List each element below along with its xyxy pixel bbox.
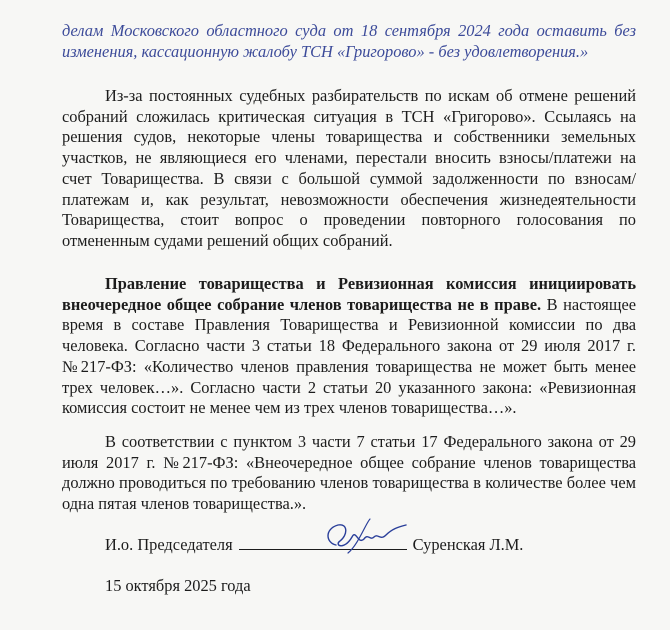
signer-role: И.о. Председателя [105, 535, 233, 554]
quoted-court-ruling: делам Московского областного суда от 18 сентября 2024 года оставить без изменения, кассационную жалобу ТСН «Григорово» - без удовлетворения.» [62, 21, 636, 61]
paragraph-board-composition [62, 274, 636, 419]
paragraph-bold-lead: Правление товарищества и Ревизионная комиссия инициировать внеочередное общее собрание членов товарищества не в праве. [62, 274, 636, 314]
document-date: 15 октября 2025 года [105, 576, 251, 595]
paragraph-situation: Из-за постоянных судебных разбирательств по искам об отмене решений собраний сложилась критическая ситуация в ТСН «Григорово». Ссылаясь на решения судов, некоторые члены товарищества и собственники земельных участков, не являющиеся его членами, перестали вносить взносы/платежи на счет Товарищества. В связи с большой суммой задолженности по взносам/платежам и, как результат, невозможности обеспечения жизнедеятельности Товарищества, стоит вопрос о проведении повторного голосования по отмененным судами решений общих собраний. [62, 86, 636, 250]
paragraph-law-reference: В соответствии с пунктом 3 части 7 статьи 17 Федерального закона от 29 июля 2017 г. №217-ФЗ: «Внеочередное общее собрание членов товарищества должно проводиться по требованию членов товарищества в количестве более чем одна пятая членов товарищества.». [62, 432, 636, 514]
handwritten-signature [318, 515, 410, 561]
signer-name: Суренская Л.М. [412, 535, 524, 554]
paragraph-body: В настоящее время в составе Правления Товарищества и Ревизионной комиссии по два человека. Согласно части 3 статьи 18 Федерального закона от 29 июля 2017 г. №217-ФЗ: «Количество членов правления товарищества не может быть менее трех человек…». Согласно части 2 статьи 20 указанного закона: «Ревизионная комиссия состоит не менее чем из трех членов товарищества…». [62, 294, 636, 418]
signature-line [105, 534, 523, 555]
